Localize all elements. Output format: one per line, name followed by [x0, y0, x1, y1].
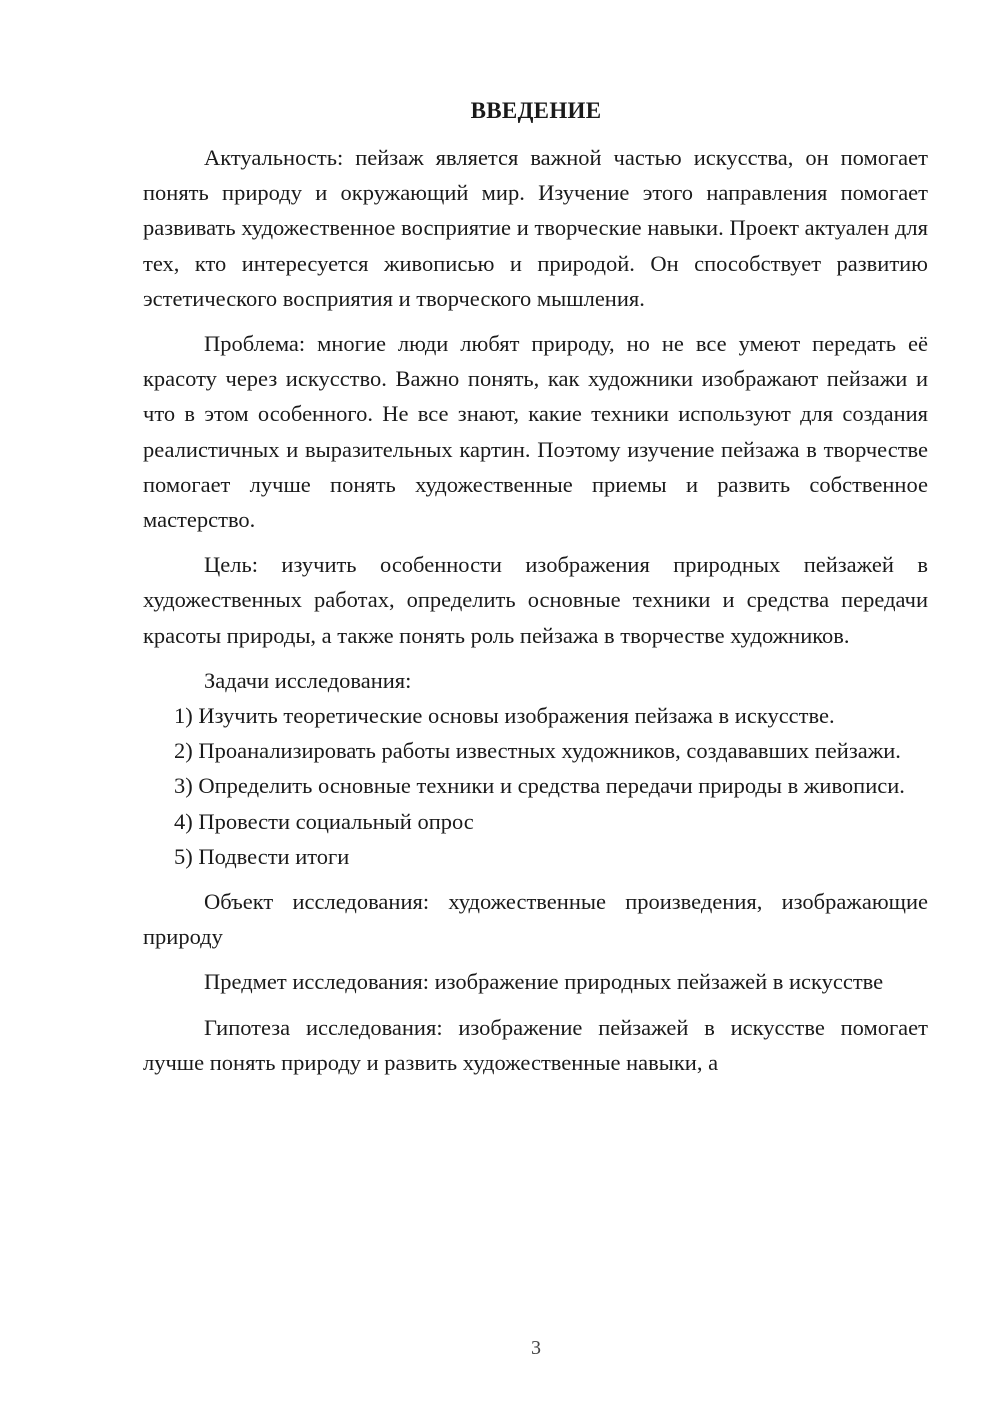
subject-paragraph: Предмет исследования: изображение природных пейзажей в искусстве — [204, 969, 884, 995]
document-body — [143, 140, 928, 1080]
task-item-3: 3) Определить основные техники и средства передачи природы в живописи. — [174, 773, 905, 799]
task-item-1: 1) Изучить теоретические основы изображения пейзажа в искусстве. — [174, 703, 835, 729]
goal-paragraph: Цель: изучить особенности изображения природных пейзажей в художественных работах, определить основные техники и средства передачи красоты природы, а также понять роль пейзажа в творчестве художников. — [143, 552, 928, 648]
task-item-2: 2) Проанализировать работы известных художников, создававших пейзажи. — [174, 738, 901, 764]
page-number: 3 — [531, 1337, 541, 1359]
object-paragraph: Объект исследования: художественные произведения, изображающие природу — [143, 889, 928, 950]
task-item-5: 5) Подвести итоги — [174, 843, 350, 869]
page-title: ВВЕДЕНИЕ — [470, 98, 602, 123]
hypothesis-paragraph: Гипотеза исследования: изображение пейзажей в искусстве помогает лучше понять природу и развить художественные навыки, а — [143, 1014, 928, 1075]
problem-paragraph: Проблема: многие люди любят природу, но не все умеют передать её красоту через искусство. Важно понять, как художники изображают пейзажи и что в этом особенного. Не все знают, какие техники используют для создания реалистичных и выразительных картин. Поэтому изучение пейзажа в творчестве помогает лучше понять художественные приемы и развить собственное мастерство. — [143, 331, 928, 533]
tasks-heading: Задачи исследования: — [204, 667, 412, 693]
task-item-4: 4) Провести социальный опрос — [174, 808, 474, 834]
relevance-paragraph: Актуальность: пейзаж является важной частью искусства, он помогает понять природу и окружающий мир. Изучение этого направления помогает развивать художественное восприятие и творческие навыки. Проект актуален для тех, кто интересуется живописью и природой. Он способствует развитию эстетического восприятия и творческого мышления. — [143, 145, 928, 311]
